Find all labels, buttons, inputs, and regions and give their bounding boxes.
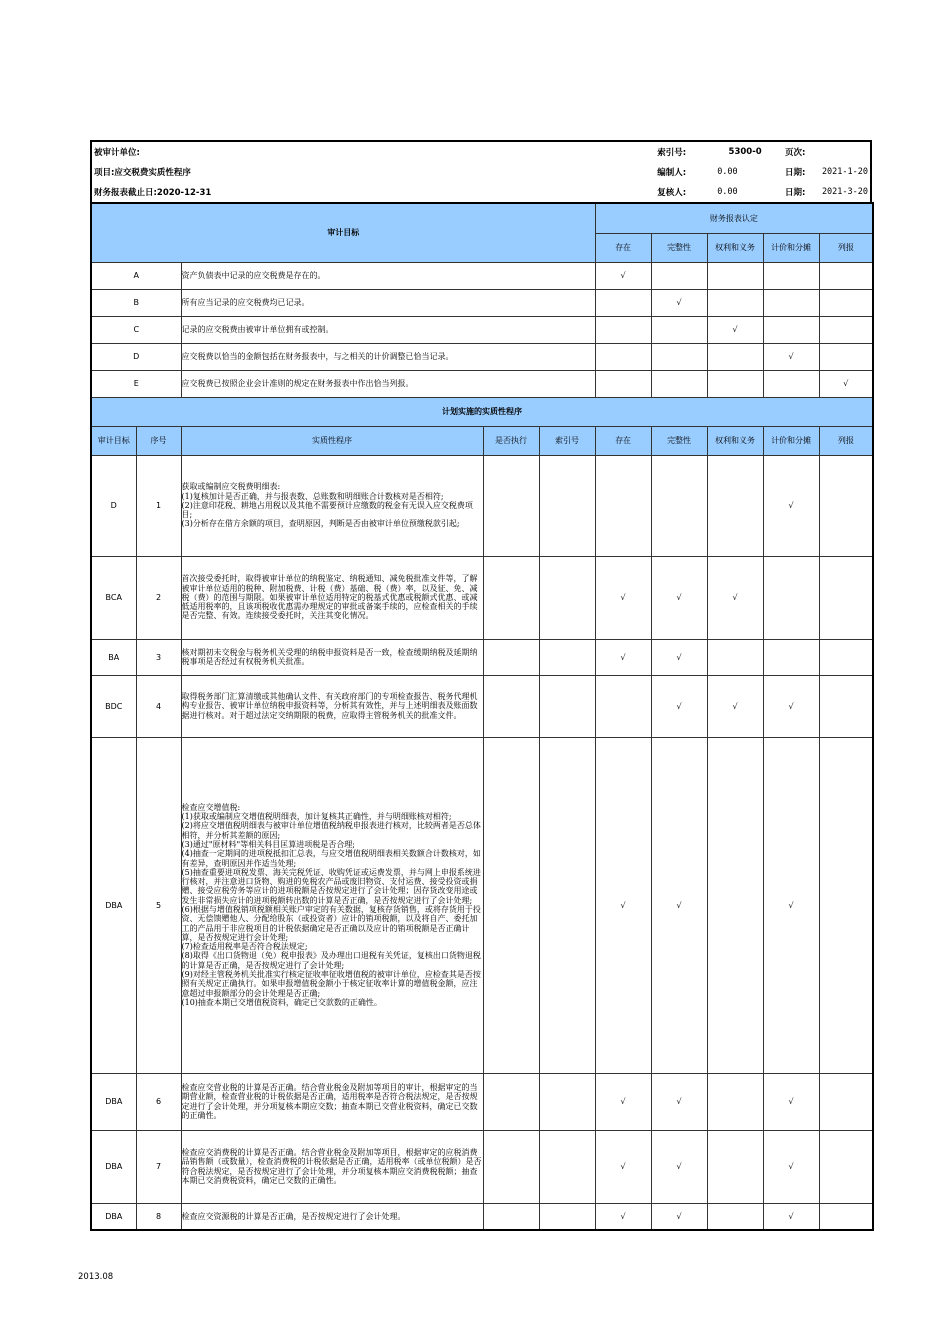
assertion-check: √ xyxy=(763,737,819,1073)
period-label: 财务报表截止日:2020-12-31 xyxy=(94,188,212,198)
assertion-check xyxy=(707,1073,763,1130)
procedure-text: 核对期初未交税金与税务机关受理的纳税申报资料是否一致，检查缓期纳税及延期纳税事项是否经过有权税务机关批准。 xyxy=(181,639,483,675)
assertion-check: √ xyxy=(819,370,873,397)
procedure-executed xyxy=(483,675,539,737)
procedure-executed xyxy=(483,556,539,639)
assertion-check xyxy=(707,343,763,370)
procedure-executed xyxy=(483,639,539,675)
assertion-check xyxy=(595,343,651,370)
assertion-check xyxy=(651,370,707,397)
assertion-check xyxy=(707,370,763,397)
assertion-check xyxy=(763,370,819,397)
procedure-column-header-8: 计价和分摊 xyxy=(763,426,819,455)
procedure-row xyxy=(91,1073,873,1130)
worksheet-header xyxy=(90,140,872,202)
procedure-objective: DBA xyxy=(91,737,136,1073)
procedure-text: 检查应交营业税的计算是否正确。结合营业税金及附加等项目的审计，根据审定的当期营业额，检查营业税的计税依据是否正确，适用税率是否符合税法规定，是否按规定进行了会计处理，并分项复核本期应交数；抽查本期已交营业税资料，确定已交数的正确性。 xyxy=(181,1073,483,1130)
assertion-check xyxy=(707,455,763,556)
assertion-check xyxy=(819,1130,873,1203)
assertion-check xyxy=(819,675,873,737)
date1-label: 日期: xyxy=(785,168,806,178)
procedure-row xyxy=(91,639,873,675)
objective-code: B xyxy=(91,289,181,316)
procedure-index xyxy=(539,455,595,556)
procedure-seq: 8 xyxy=(136,1203,181,1230)
procedure-column-header-7: 权利和义务 xyxy=(707,426,763,455)
assertion-check xyxy=(763,262,819,289)
procedure-row xyxy=(91,1130,873,1203)
procedure-column-header-6: 完整性 xyxy=(651,426,707,455)
assertion-check: √ xyxy=(763,1073,819,1130)
objective-code: E xyxy=(91,370,181,397)
objective-text: 所有应当记录的应交税费均已记录。 xyxy=(181,289,595,316)
assertion-check xyxy=(819,289,873,316)
procedure-seq: 2 xyxy=(136,556,181,639)
assertion-check: √ xyxy=(595,737,651,1073)
assertion-header-4: 列报 xyxy=(819,233,873,262)
procedure-text: 检查应交增值税: (1)获取或编制应交增值税明细表，加计复核其正确性，并与明细账核对相符; (2)将应交增值税明细表与被审计单位增值税纳税申报表进行核对，比较两者是否总体相符，并分析其差额的原因; (3)通过"原材料"等相关科目匡算进项税是否合理; (4)抽查一定期间的进项税抵扣汇总表，与应交增值税明细表相关数额合计数核对，如有差异，查明原因并作适当处理; (5)抽查重要进项税发票、海关完税凭证、收购凭证或运费发票，并与网上申报系统进行核对，并注意进口货物、购进的免税农产品或废旧物资、支付运费、接受投资或捐赠、接受应税劳务等应计的进项税额是否按规定进行了会计处理；因存货改变用途或发生非常损失应计的进项税额转出数的计算是否正确，是否按规定进行了会计处理; (6)根据与增值税销项税额相关账户审定的有关数据，复核存货销售，或将存货用于投资、无偿馈赠他人、分配给股东（或投资者）应计的销项税额，以及将自产、委托加工的产品用于非应税项目的计税依据确定是否正确以及应计的销项税额是否正确计算，是否按规定进行会计处理; (7)检查适用税率是否符合税法规定; (8)取得《出口货物退（免）税申报表》及办理出口退税有关凭证，复核出口货物退税的计算是否正确，是否按规定进行了会计处理; (9)对经主管税务机关批准实行核定征收率征收增值税的被审计单位，应检查其是否按照有关规定正确执行。如果申报增值税金额小于核定征收率计算的增值税金额，应注意超过申报额部分的会计处理是否正确; (10)抽查本期已交增值税资料，确定已交款数的正确性。 xyxy=(181,737,483,1073)
procedure-seq: 5 xyxy=(136,737,181,1073)
assertion-check xyxy=(819,316,873,343)
objective-text: 记录的应交税费由被审计单位拥有或控制。 xyxy=(181,316,595,343)
procedure-objective: DBA xyxy=(91,1130,136,1203)
procedure-text: 检查应交消费税的计算是否正确。结合营业税金及附加等项目，根据审定的应税消费品销售额（或数量），检查消费税的计税依据是否正确，适用税率（或单位税额）是否符合税法规定，是否按规定进行了会计处理，并分项复核本期应交消费税税额；抽查本期已交消费税资料，确定已交数的正确性。 xyxy=(181,1130,483,1203)
procedure-objective: BDC xyxy=(91,675,136,737)
assertion-check: √ xyxy=(595,1203,651,1230)
procedure-executed xyxy=(483,1073,539,1130)
procedure-text: 获取或编制应交税费明细表: (1)复核加计是否正确，并与报表数、总账数和明细账合计数核对是否相符; (2)注意印花税、耕地占用税以及其他不需要预计应缴数的税金有无误入应交税费项目; (3)分析存在借方余额的项目，查明原因，判断是否由被审计单位预缴税款引起; xyxy=(181,455,483,556)
assertion-check xyxy=(595,316,651,343)
preparer-label: 编制人: xyxy=(657,168,687,178)
assertion-check xyxy=(595,455,651,556)
procedure-text: 首次接受委托时，取得被审计单位的纳税鉴定、纳税通知、减免税批准文件等，了解被审计单位适用的税种、附加税费、计税（费）基础、税（费）率，以及征、免、减税（费）的范围与期限。如果被审计单位适用特定的税基式优惠或税额式优惠、或减低适用税率的，且该项税收优惠需办理规定的审批或备案手续的，应检查相关的手续是否完整、有效。连续接受委托时，关注其变化情况。 xyxy=(181,556,483,639)
procedure-executed xyxy=(483,455,539,556)
procedure-row xyxy=(91,737,873,1073)
procedure-seq: 7 xyxy=(136,1130,181,1203)
assertion-check xyxy=(763,639,819,675)
procedure-executed xyxy=(483,737,539,1073)
objective-code: D xyxy=(91,343,181,370)
assertion-check: √ xyxy=(651,639,707,675)
assertion-check: √ xyxy=(763,1130,819,1203)
assertion-check xyxy=(819,1203,873,1230)
assertion-check xyxy=(707,737,763,1073)
objective-row xyxy=(91,289,873,316)
procedure-index xyxy=(539,1203,595,1230)
procedure-seq: 1 xyxy=(136,455,181,556)
procedure-column-header-5: 存在 xyxy=(595,426,651,455)
assertion-check xyxy=(707,639,763,675)
assertion-check: √ xyxy=(595,556,651,639)
procedure-column-header-9: 列报 xyxy=(819,426,873,455)
assertion-check xyxy=(819,639,873,675)
objective-text: 应交税费以恰当的金额包括在财务报表中，与之相关的计价调整已恰当记录。 xyxy=(181,343,595,370)
procedure-column-header-0: 审计目标 xyxy=(91,426,136,455)
assertion-check: √ xyxy=(707,675,763,737)
index-label: 索引号: xyxy=(657,148,687,158)
assertion-check: √ xyxy=(651,1130,707,1203)
procedure-seq: 4 xyxy=(136,675,181,737)
procedure-text: 检查应交资源税的计算是否正确，是否按规定进行了会计处理。 xyxy=(181,1203,483,1230)
procedure-seq: 6 xyxy=(136,1073,181,1130)
procedure-row xyxy=(91,455,873,556)
procedure-index xyxy=(539,556,595,639)
project-label: 项目:应交税费实质性程序 xyxy=(94,168,191,178)
procedure-row xyxy=(91,1203,873,1230)
procedures-title: 计划实施的实质性程序 xyxy=(91,397,873,426)
procedure-seq: 3 xyxy=(136,639,181,675)
procedures-table xyxy=(90,202,874,1231)
assertion-check: √ xyxy=(651,675,707,737)
assertion-check xyxy=(819,455,873,556)
objective-text: 资产负债表中记录的应交税费是存在的。 xyxy=(181,262,595,289)
assertion-check: √ xyxy=(763,675,819,737)
procedure-index xyxy=(539,1073,595,1130)
assertion-check: √ xyxy=(595,1130,651,1203)
assertion-check xyxy=(595,289,651,316)
procedure-row xyxy=(91,675,873,737)
assertion-check: √ xyxy=(595,639,651,675)
index-value: 5300-0 xyxy=(728,147,762,157)
assertion-check xyxy=(651,316,707,343)
procedure-objective: DBA xyxy=(91,1203,136,1230)
procedure-objective: BA xyxy=(91,639,136,675)
procedure-column-header-1: 序号 xyxy=(136,426,181,455)
procedure-text: 取得税务部门汇算清缴或其他确认文件、有关政府部门的专项检查报告、税务代理机构专业报告、被审计单位纳税申报资料等，分析其有效性，并与上述明细表及账面数据进行核对。对于超过法定交纳期限的税费，应取得主管税务机关的批准文件。 xyxy=(181,675,483,737)
assertion-check xyxy=(651,455,707,556)
objective-code: A xyxy=(91,262,181,289)
assertion-check xyxy=(819,262,873,289)
auditee-label: 被审计单位: xyxy=(94,148,140,158)
assertion-check: √ xyxy=(763,455,819,556)
assertion-group-header: 财务报表认定 xyxy=(595,203,873,233)
preparer-value: 0.00 xyxy=(717,167,738,177)
objective-text: 应交税费已按照企业会计准则的规定在财务报表中作出恰当列报。 xyxy=(181,370,595,397)
assertion-check: √ xyxy=(651,556,707,639)
assertion-check: √ xyxy=(763,343,819,370)
assertion-check xyxy=(651,262,707,289)
assertion-check xyxy=(763,289,819,316)
reviewer-value: 0.00 xyxy=(717,187,738,197)
assertion-check xyxy=(819,556,873,639)
assertion-check: √ xyxy=(651,289,707,316)
assertion-check: √ xyxy=(595,262,651,289)
procedure-executed xyxy=(483,1130,539,1203)
reviewer-label: 复核人: xyxy=(657,188,687,198)
assertion-check: √ xyxy=(763,1203,819,1230)
assertion-check xyxy=(819,1073,873,1130)
date2-label: 日期: xyxy=(785,188,806,198)
assertion-check xyxy=(707,1130,763,1203)
assertion-check: √ xyxy=(707,556,763,639)
assertion-check xyxy=(707,289,763,316)
objective-row xyxy=(91,262,873,289)
assertion-check xyxy=(707,262,763,289)
assertion-check xyxy=(819,343,873,370)
objectives-title: 审计目标 xyxy=(91,203,595,262)
assertion-header-0: 存在 xyxy=(595,233,651,262)
date2-value: 2021-3-20 xyxy=(821,187,868,197)
page-label: 页次: xyxy=(785,148,806,158)
assertion-header-1: 完整性 xyxy=(651,233,707,262)
objective-row xyxy=(91,370,873,397)
procedure-index xyxy=(539,1130,595,1203)
procedure-objective: D xyxy=(91,455,136,556)
procedure-index xyxy=(539,639,595,675)
procedure-index xyxy=(539,675,595,737)
assertion-check: √ xyxy=(651,737,707,1073)
assertion-check xyxy=(707,1203,763,1230)
procedure-executed xyxy=(483,1203,539,1230)
assertion-check: √ xyxy=(651,1203,707,1230)
assertion-check xyxy=(763,556,819,639)
version-footer: 2013.08 xyxy=(78,1272,114,1282)
objective-row xyxy=(91,316,873,343)
assertion-check xyxy=(763,316,819,343)
assertion-header-2: 权利和义务 xyxy=(707,233,763,262)
procedure-column-header-3: 是否执行 xyxy=(483,426,539,455)
assertion-check xyxy=(819,737,873,1073)
assertion-check xyxy=(595,370,651,397)
procedure-column-header-4: 索引号 xyxy=(539,426,595,455)
procedure-column-header-2: 实质性程序 xyxy=(181,426,483,455)
procedure-objective: DBA xyxy=(91,1073,136,1130)
assertion-header-3: 计价和分摊 xyxy=(763,233,819,262)
audit-worksheet xyxy=(90,140,872,1231)
procedure-row xyxy=(91,556,873,639)
procedure-index xyxy=(539,737,595,1073)
procedure-objective: BCA xyxy=(91,556,136,639)
assertion-check xyxy=(651,343,707,370)
date1-value: 2021-1-20 xyxy=(821,167,868,177)
assertion-check: √ xyxy=(707,316,763,343)
objective-row xyxy=(91,343,873,370)
objective-code: C xyxy=(91,316,181,343)
assertion-check xyxy=(595,675,651,737)
assertion-check: √ xyxy=(595,1073,651,1130)
assertion-check: √ xyxy=(651,1073,707,1130)
